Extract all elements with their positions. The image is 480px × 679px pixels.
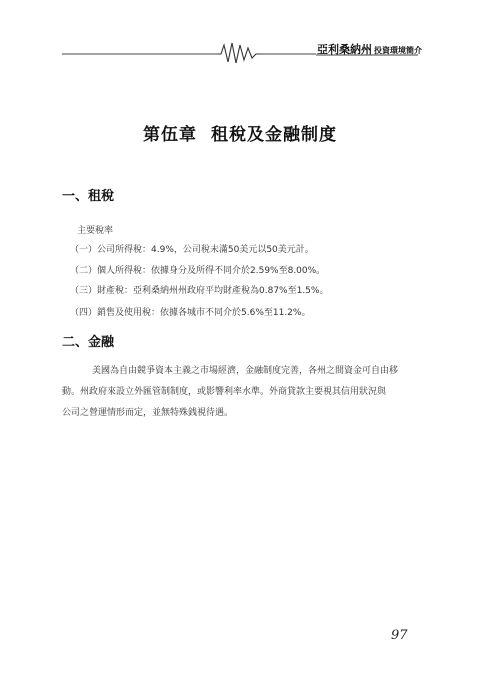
tax-item: （二）個人所得稅：依據身分及所得不同介於2.59%至8.00%。	[70, 266, 326, 276]
page-number: 97	[391, 628, 408, 643]
finance-paragraph-line: 公司之營運情形而定，並無特殊銭視待遇。	[62, 408, 234, 418]
chapter-number: 第伍章	[143, 125, 197, 145]
finance-paragraph-line: 美國為自由競爭資本主義之市場經濟，金融制度完善，各州之間資金可自由移	[92, 366, 399, 376]
header-title-main: 亞利桑納州	[317, 43, 372, 56]
section-heading-finance: 二、金融	[62, 335, 115, 350]
finance-paragraph-line: 動。州政府來設立外匯管制制度，或影響利率水準。外商貸款主要視其信用狀況與	[62, 387, 387, 397]
tax-item: （一）公司所得稅：4.9%，公司稅未滿50美元以50美元計。	[70, 245, 314, 255]
header-rule-graphic	[0, 0, 480, 70]
section-heading-tax: 一、租稅	[62, 189, 115, 204]
page-header	[0, 0, 480, 70]
tax-subheading: 主要稅率	[77, 226, 114, 236]
tax-item: （四）銷售及使用稅：依據各城市不同介於5.6%至11.2%。	[70, 308, 311, 318]
chapter-title	[0, 120, 480, 145]
header-title-sub: 投資環境簡介	[374, 46, 422, 55]
chapter-name: 租稅及金融制度	[211, 125, 337, 145]
tax-item: （三）財產稅：亞利桑納州州政府平均財產稅為0.87%至1.5%。	[70, 286, 329, 296]
header-title	[317, 41, 422, 57]
